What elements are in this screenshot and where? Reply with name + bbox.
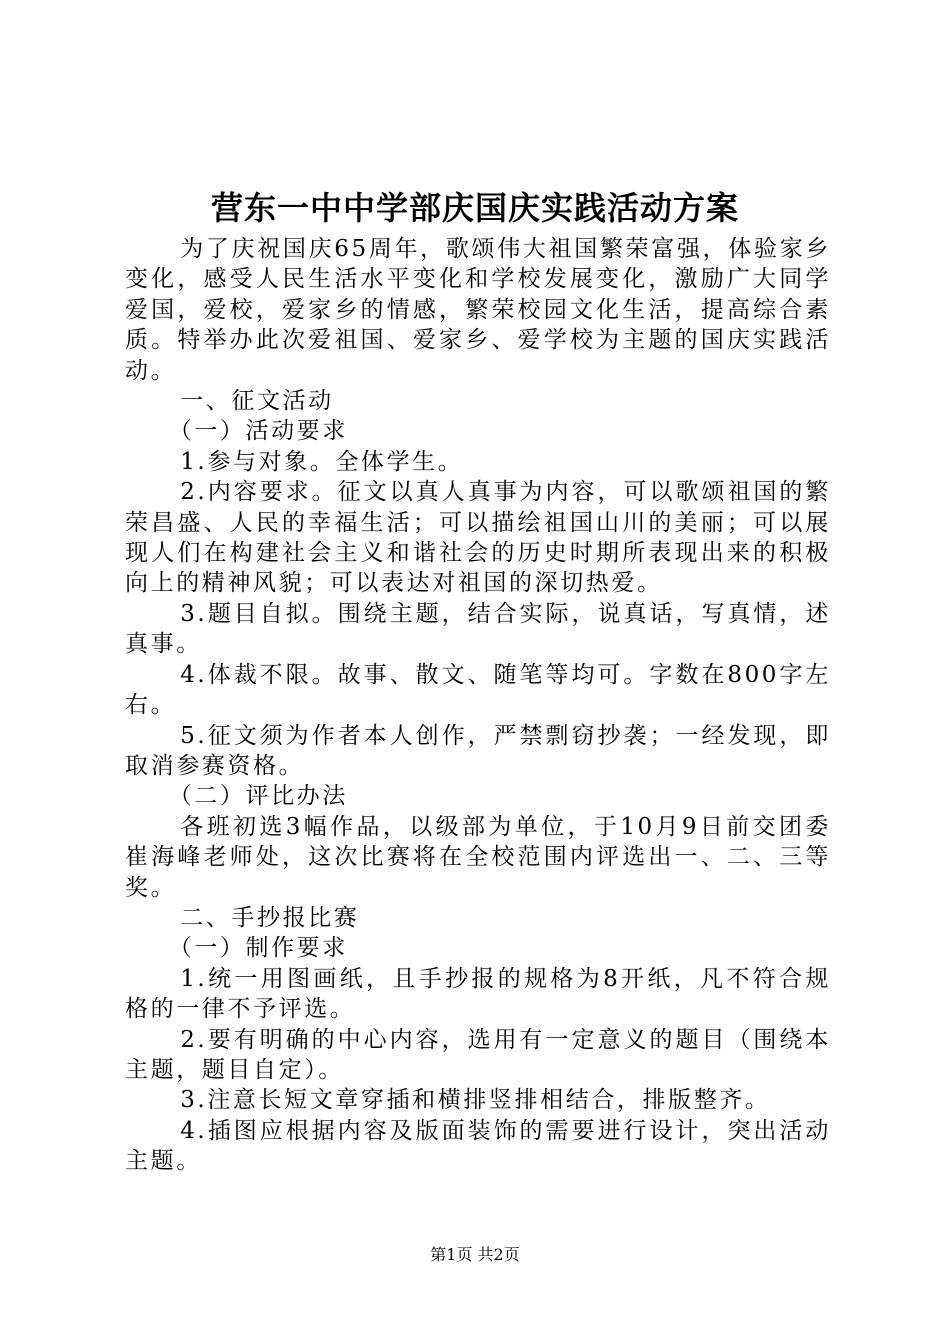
page-number-footer: 第1页 共2页 — [430, 1245, 520, 1264]
list-item: 3.题目自拟。围绕主题，结合实际，说真话，写真情，述真事。 — [125, 600, 831, 658]
list-item: 3.注意长短文章穿插和横排竖排相结合，排版整齐。 — [180, 1087, 771, 1114]
list-item: 4.体裁不限。故事、散文、随笔等均可。字数在800字左右。 — [125, 661, 831, 719]
list-item: 2.要有明确的中心内容，选用有一定意义的题目（围绕本主题，题目自定）。 — [125, 1026, 831, 1083]
subsection-heading-requirements: （一）活动要求 — [168, 418, 348, 445]
subsection-heading-evaluation: （二）评比办法 — [168, 783, 348, 810]
section-heading-essay: 一、征文活动 — [180, 388, 334, 415]
list-item: 5.征文须为作者本人创作，严禁剽窃抄袭；一经发现，即取消参赛资格。 — [125, 722, 831, 779]
section-heading-poster: 二、手抄报比赛 — [180, 904, 360, 931]
intro-paragraph: 为了庆祝国庆65周年，歌颂伟大祖国繁荣富强，体验家乡变化，感受人民生活水平变化和学校发展变化，激励广大同学爱国，爱校，爱家乡的情感，繁荣校园文化生活，提高综合素质。特举办此次爱祖国、爱家乡、爱学校为主题的国庆实践活动。 — [125, 236, 831, 384]
document-title: 营东一中中学部庆国庆实践活动方案 — [210, 189, 739, 227]
document-body — [125, 234, 831, 1177]
list-item: 1.参与对象。全体学生。 — [180, 448, 464, 475]
list-item: 4.插图应根据内容及版面装饰的需要进行设计，突出活动主题。 — [125, 1117, 831, 1175]
list-item: 2.内容要求。征文以真人真事为内容，可以歌颂祖国的繁荣昌盛、人民的幸福生活；可以描绘祖国山川的美丽；可以展现人们在构建社会主义和谐社会的历史时期所表现出来的积极向上的精神风貌；可以表达对祖国的深切热爱。 — [125, 479, 831, 597]
evaluation-paragraph: 各班初选3幅作品，以级部为单位，于10月9日前交团委崔海峰老师处，这次比赛将在全校范围内评选出一、二、三等奖。 — [125, 813, 831, 901]
list-item: 1.统一用图画纸，且手抄报的规格为8开纸，凡不符合规格的一律不予评选。 — [125, 965, 831, 1023]
subsection-heading-production: （一）制作要求 — [168, 935, 348, 962]
